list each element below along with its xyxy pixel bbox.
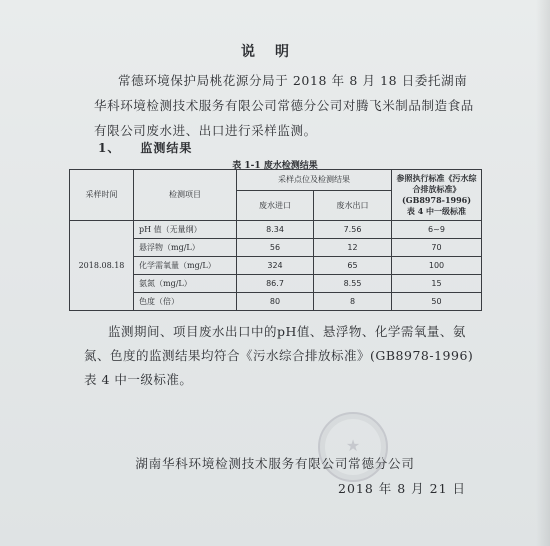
table-caption: 表 1-1 废水检测结果 (232, 161, 318, 171)
header-inlet: 废水进口 (237, 191, 314, 221)
section-heading (98, 139, 192, 156)
outlet-cell: 65 (314, 257, 392, 275)
sampling-date-cell: 2018.08.18 (70, 221, 134, 311)
header-item: 检测项目 (134, 170, 237, 221)
item-cell: 悬浮物（mg/L） (134, 239, 237, 257)
inlet-cell: 8.34 (237, 221, 314, 239)
organization-signature: 湖南华科环境检测技术服务有限公司常德分公司 (135, 456, 415, 471)
item-cell: 化学需氧量（mg/L） (134, 257, 237, 275)
outlet-cell: 8.55 (314, 275, 392, 293)
document-title: 说明 (241, 44, 309, 60)
item-cell: pH 值（无量纲） (134, 221, 237, 239)
signature-date: 2018 年 8 月 21 日 (338, 481, 467, 496)
header-points-group: 采样点位及检测结果 (237, 170, 392, 191)
seal-star-icon: ★ (345, 436, 361, 455)
section-heading-text: 监测结果 (140, 141, 193, 155)
standard-cell: 15 (392, 275, 482, 293)
header-standard-line: 合排放标准》 (412, 184, 461, 194)
header-standard (392, 170, 482, 221)
table-header-row (70, 170, 482, 191)
inlet-cell: 80 (237, 293, 314, 311)
header-sampling-time: 采样时间 (70, 170, 134, 221)
table-row (70, 221, 482, 239)
outlet-cell: 7.56 (314, 221, 392, 239)
item-cell: 色度（倍） (134, 293, 237, 311)
results-table (69, 169, 482, 311)
standard-cell: 6~9 (392, 221, 482, 239)
intro-paragraph: 常德环境保护局桃花源分局于 2018 年 8 月 18 日委托湖南华科环境检测技术服务有限公司常德分公司对腾飞米制品制造食品有限公司废水进、出口进行采样监测。 (94, 73, 474, 138)
inlet-cell: 56 (237, 239, 314, 257)
header-outlet: 废水出口 (314, 191, 392, 221)
outlet-cell: 8 (314, 293, 392, 311)
conclusion-paragraph: 监测期间、项目废水出口中的pH值、悬浮物、化学需氧量、氨氮、色度的监测结果均符合《污水综合排放标准》(GB8978-1996) 表 4 中一级标准。 (84, 324, 474, 387)
section-number: 1、 (98, 141, 121, 155)
standard-cell: 100 (392, 257, 482, 275)
inlet-cell: 86.7 (237, 275, 314, 293)
header-standard-line: (GB8978-1996) (401, 195, 471, 205)
standard-cell: 70 (392, 239, 482, 257)
header-standard-line: 参照执行标准《污水综 (396, 173, 477, 183)
outlet-cell: 12 (314, 239, 392, 257)
standard-cell: 50 (392, 293, 482, 311)
inlet-cell: 324 (237, 257, 314, 275)
item-cell: 氨氮（mg/L） (134, 275, 237, 293)
header-standard-line: 表 4 中一级标准 (406, 206, 467, 216)
